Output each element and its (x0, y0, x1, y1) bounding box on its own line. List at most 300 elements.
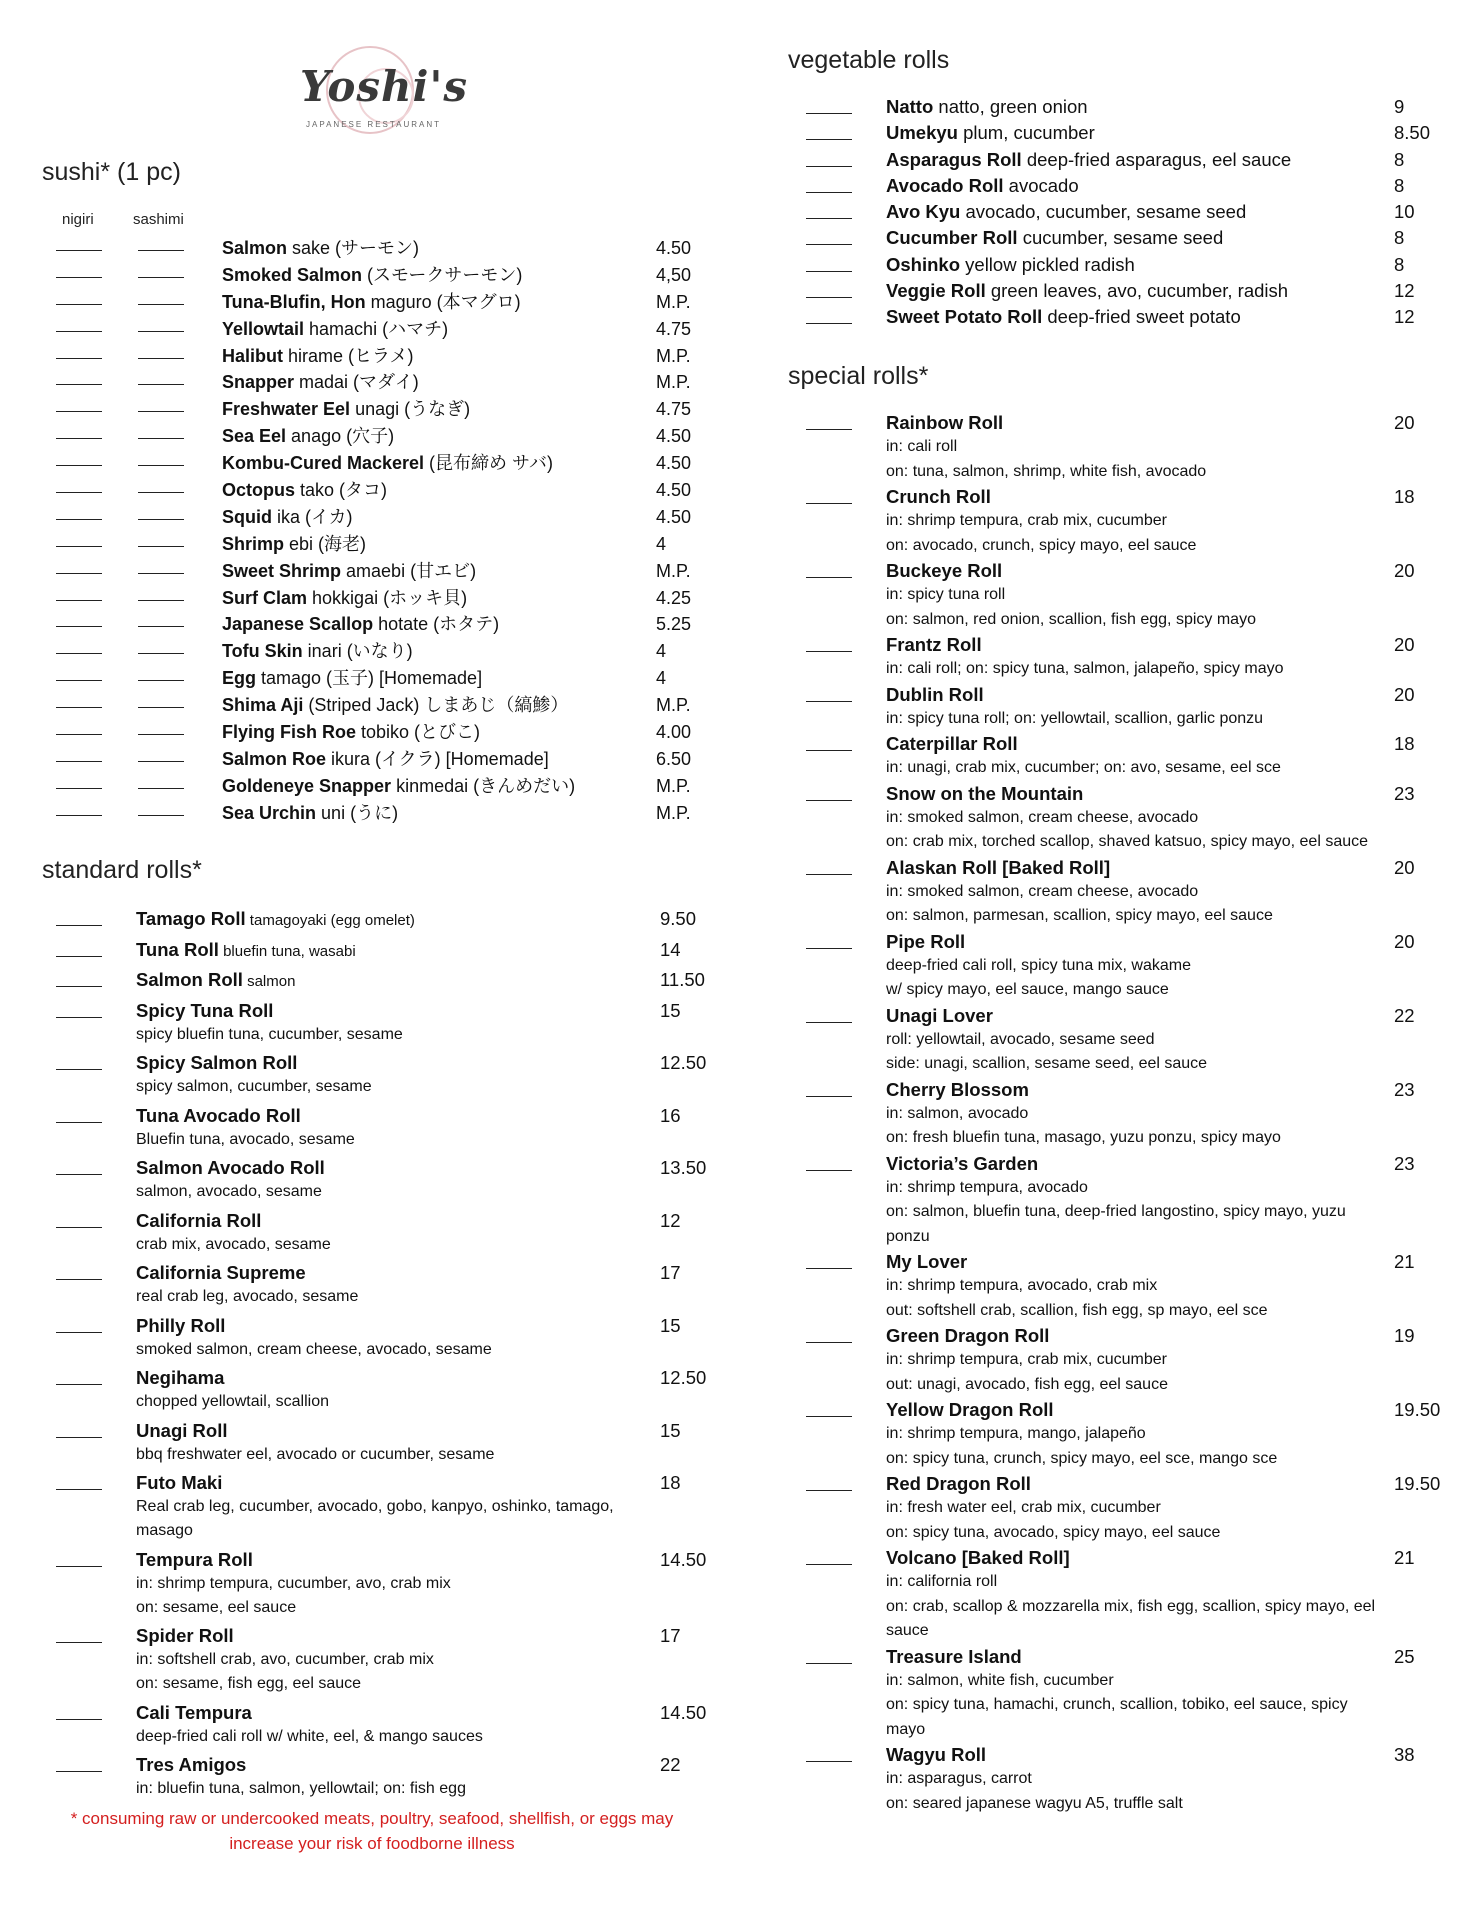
standard-roll-price: 18 (660, 1472, 681, 1493)
special-roll (806, 558, 1466, 632)
special-roll (806, 1323, 1466, 1397)
special-roll-header (886, 484, 1466, 509)
sushi-item (56, 611, 756, 638)
special-roll-name: Wagyu Roll (886, 1744, 987, 1765)
order-blank[interactable] (56, 1319, 102, 1333)
nigiri-order-blank[interactable] (56, 398, 102, 412)
vegetable-roll-name: Avocado Roll (886, 174, 1004, 196)
standard-roll (56, 998, 756, 1047)
vegetable-roll (806, 278, 1466, 303)
order-blank[interactable] (806, 861, 852, 875)
sushi-item (56, 262, 756, 289)
nigiri-order-blank[interactable] (56, 452, 102, 466)
special-roll-name: Snow on the Mountain (886, 782, 1084, 804)
vegetable-roll-price: 9 (1394, 96, 1405, 117)
standard-roll-price: 15 (660, 1314, 681, 1336)
order-blank[interactable] (806, 490, 852, 504)
standard-roll-price: 16 (660, 1104, 681, 1126)
vegetable-roll-name: Sweet Potato Roll (886, 306, 1043, 328)
special-roll-price: 38 (1394, 1744, 1415, 1765)
sushi-item-price: M.P. (656, 802, 691, 823)
vegetable-roll-header (886, 225, 1466, 250)
vegetable-roll-price: 12 (1394, 280, 1415, 302)
sushi-item (56, 450, 756, 477)
order-blank[interactable] (806, 231, 852, 245)
order-blank[interactable] (806, 310, 852, 324)
special-roll-header (886, 1249, 1466, 1274)
sushi-item-name: Egg (222, 668, 256, 689)
order-blank[interactable] (806, 1157, 852, 1171)
vegetable-roll-price: 12 (1394, 306, 1415, 328)
sashimi-order-blank[interactable] (138, 345, 184, 359)
vegetable-roll-price: 10 (1394, 201, 1415, 223)
order-blank[interactable] (806, 1650, 852, 1664)
standard-roll-name: Tamago Roll (136, 908, 246, 929)
standard-roll-name: Spicy Salmon Roll (136, 1052, 298, 1073)
sushi-item-price: 6.50 (656, 748, 692, 769)
special-roll-price: 21 (1394, 1251, 1415, 1272)
vegetable-roll-name: Natto (886, 96, 934, 117)
sashimi-order-blank[interactable] (138, 775, 184, 789)
sushi-item (56, 665, 756, 692)
vegetable-roll-note: green leaves, avo, cucumber, radish (985, 280, 1289, 302)
order-blank[interactable] (806, 1551, 852, 1565)
vegetable-roll-name: Asparagus Roll (886, 148, 1022, 170)
sushi-item-price: 4 (656, 533, 667, 554)
order-blank[interactable] (806, 1009, 852, 1023)
sushi-item-price: 4.00 (656, 722, 692, 743)
standard-roll (56, 1418, 756, 1467)
order-blank[interactable] (806, 1255, 852, 1269)
sashimi-order-blank[interactable] (138, 264, 184, 278)
standard-roll-description: real crab leg, avocado, sesame (136, 1288, 359, 1305)
special-roll-name: Volcano [Baked Roll] (886, 1547, 1070, 1568)
special-roll-name: Alaskan Roll [Baked Roll] (886, 856, 1111, 878)
vegetable-roll-note: natto, green onion (933, 96, 1088, 117)
special-roll-description: in: shrimp tempura, mango, jalapeño on: spicy tuna, crunch, spicy mayo, eel sce, mango sce (886, 1425, 1278, 1467)
order-blank[interactable] (806, 416, 852, 430)
sushi-item-price: M.P. (656, 775, 691, 796)
special-roll-header (886, 1151, 1466, 1176)
sushi-item-name: Surf Clam (222, 587, 308, 608)
nigiri-order-blank[interactable] (56, 560, 102, 574)
special-roll-header (886, 410, 1466, 435)
sushi-item-price: 4.25 (656, 587, 692, 608)
nigiri-order-blank[interactable] (56, 748, 102, 762)
special-roll-description: in: unagi, crab mix, cucumber; on: avo, sesame, eel sce (886, 759, 1281, 776)
special-roll-price: 18 (1394, 733, 1415, 754)
nigiri-order-blank[interactable] (56, 318, 102, 332)
special-roll-header (886, 1471, 1466, 1496)
sushi-item-desc: tobiko (とびこ) (356, 722, 481, 743)
sushi-item-text (222, 800, 398, 826)
standard-roll (56, 1050, 756, 1099)
logo-name: Yoshi's (300, 62, 468, 111)
standard-roll-name: Futo Maki (136, 1472, 223, 1493)
sushi-item-desc: hotate (ホタテ) (373, 614, 500, 635)
standard-roll-name: Tuna Roll (136, 938, 219, 960)
foodborne-illness-notice: * consuming raw or undercooked meats, poultry, seafood, shellfish, or eggs may increase your risk of foodborne illness (70, 1809, 674, 1853)
sushi-item-price: 4,50 (656, 264, 692, 285)
sashimi-order-blank[interactable] (138, 479, 184, 493)
sushi-item-name: Shrimp (222, 533, 285, 554)
special-rolls-list (806, 410, 1466, 1816)
special-roll (806, 1151, 1466, 1250)
order-blank[interactable] (806, 1403, 852, 1417)
special-roll-price: 23 (1394, 782, 1415, 804)
nigiri-order-blank[interactable] (56, 694, 102, 708)
standard-roll-description: spicy salmon, cucumber, sesame (136, 1078, 372, 1095)
special-roll (806, 1077, 1466, 1151)
standard-roll-note: tamagoyaki (egg omelet) (245, 912, 415, 929)
special-roll (806, 1397, 1466, 1471)
sushi-list (56, 235, 756, 827)
standard-roll-price: 13.50 (660, 1157, 707, 1178)
special-roll-price: 23 (1394, 1078, 1415, 1100)
standard-roll-price: 9.50 (660, 908, 697, 929)
order-blank[interactable] (806, 1329, 852, 1343)
special-roll-header (886, 1545, 1466, 1570)
special-roll-description: in: smoked salmon, cream cheese, avocado on: salmon, parmesan, scallion, spicy mayo, eel sauce (886, 882, 1273, 924)
sushi-item-desc: ika (イカ) (272, 506, 353, 527)
sashimi-order-blank[interactable] (138, 425, 184, 439)
special-roll-price: 20 (1394, 560, 1415, 581)
nigiri-order-blank[interactable] (56, 640, 102, 654)
standard-roll (56, 1700, 756, 1749)
sushi-item-price: M.P. (656, 372, 691, 393)
restaurant-logo (288, 40, 468, 140)
standard-roll (56, 967, 756, 994)
standard-roll-name: Tempura Roll (136, 1548, 253, 1570)
standard-roll-description: smoked salmon, cream cheese, avocado, sesame (136, 1340, 492, 1358)
sushi-item-name: Flying Fish Roe (222, 722, 357, 743)
standard-roll-name: Salmon Roll (136, 969, 243, 990)
sushi-item-desc: hokkigai (ホッキ貝) (307, 587, 468, 608)
sashimi-column-header: sashimi (133, 211, 184, 228)
order-blank[interactable] (56, 1161, 102, 1175)
special-roll-name: Caterpillar Roll (886, 733, 1018, 754)
vegetable-roll-header (886, 173, 1466, 198)
sushi-item (56, 343, 756, 370)
special-roll-name: Buckeye Roll (886, 560, 1003, 581)
standard-roll-description: in: softshell crab, avo, cucumber, crab mix on: sesame, fish egg, eel sauce (136, 1651, 434, 1692)
sushi-item-price: 4.50 (656, 506, 692, 527)
sushi-item (56, 638, 756, 665)
order-blank[interactable] (806, 205, 852, 219)
sashimi-order-blank[interactable] (138, 721, 184, 735)
order-blank[interactable] (56, 1266, 102, 1280)
standard-roll (56, 1208, 756, 1257)
sushi-item-name: Salmon (222, 238, 288, 258)
sushi-item-name: Freshwater Eel (222, 399, 351, 420)
nigiri-order-blank[interactable] (56, 667, 102, 681)
sushi-item-text (222, 746, 549, 772)
order-blank[interactable] (56, 1109, 102, 1123)
nigiri-order-blank[interactable] (56, 506, 102, 520)
nigiri-order-blank[interactable] (56, 775, 102, 789)
special-roll-price: 20 (1394, 930, 1415, 952)
order-blank[interactable] (806, 284, 852, 298)
standard-roll-price: 12.50 (660, 1052, 707, 1073)
vegetable-roll-note: yellow pickled radish (960, 253, 1135, 275)
sushi-item-text (222, 504, 352, 530)
sashimi-order-blank[interactable] (138, 452, 184, 466)
vegetable-roll-name: Cucumber Roll (886, 227, 1018, 249)
standard-roll-name: Philly Roll (136, 1314, 226, 1336)
order-blank[interactable] (56, 1214, 102, 1228)
sushi-item-text (222, 316, 448, 342)
special-roll-description: in: spicy tuna roll; on: yellowtail, scallion, garlic ponzu (886, 709, 1264, 727)
sushi-item-desc: ikura (イクラ) [Homemade] (326, 748, 549, 769)
sushi-item-text (222, 611, 499, 637)
order-blank[interactable] (806, 1477, 852, 1491)
special-roll-name: Green Dragon Roll (886, 1325, 1050, 1346)
order-blank[interactable] (806, 787, 852, 801)
sashimi-order-blank[interactable] (138, 318, 184, 332)
special-roll-name: Unagi Lover (886, 1004, 993, 1026)
sushi-item-price: 5.25 (656, 614, 692, 635)
vegetable-roll (806, 225, 1466, 250)
order-blank[interactable] (56, 1004, 102, 1018)
order-blank[interactable] (806, 1748, 852, 1762)
special-roll (806, 929, 1466, 1003)
sushi-item-price: 4.75 (656, 399, 692, 420)
special-roll (806, 855, 1466, 929)
vegetable-roll-header (886, 278, 1466, 303)
sashimi-order-blank[interactable] (138, 748, 184, 762)
standard-roll-price: 17 (660, 1625, 681, 1646)
order-blank[interactable] (56, 1706, 102, 1720)
order-blank[interactable] (806, 688, 852, 702)
sushi-item-desc: (スモークサーモン) (362, 264, 523, 285)
sushi-item (56, 773, 756, 800)
sushi-item (56, 369, 756, 396)
order-blank[interactable] (56, 1629, 102, 1643)
nigiri-order-blank[interactable] (56, 371, 102, 385)
standard-roll (56, 1103, 756, 1152)
special-roll-description: in: asparagus, carrot on: seared japanese wagyu A5, truffle salt (886, 1770, 1183, 1812)
vegetable-roll-price: 8.50 (1394, 122, 1431, 144)
special-roll-description: in: spicy tuna roll on: salmon, red onion, scallion, fish egg, spicy mayo (886, 586, 1256, 628)
sushi-item-name: Kombu-Cured Mackerel (222, 453, 425, 474)
sushi-item (56, 746, 756, 773)
nigiri-order-blank[interactable] (56, 479, 102, 493)
special-roll-price: 25 (1394, 1645, 1415, 1667)
order-blank[interactable] (56, 1371, 102, 1385)
standard-roll-description: Bluefin tuna, avocado, sesame (136, 1130, 355, 1148)
sashimi-order-blank[interactable] (138, 398, 184, 412)
sushi-item-name: Halibut (222, 345, 283, 366)
special-roll-name: Red Dragon Roll (886, 1473, 1031, 1494)
order-blank[interactable] (806, 935, 852, 949)
standard-roll-description: salmon, avocado, sesame (136, 1183, 322, 1200)
sashimi-order-blank[interactable] (138, 560, 184, 574)
nigiri-order-blank[interactable] (56, 345, 102, 359)
nigiri-order-blank[interactable] (56, 264, 102, 278)
order-blank[interactable] (806, 153, 852, 167)
special-roll-price: 19.50 (1394, 1399, 1441, 1420)
order-blank[interactable] (56, 1553, 102, 1567)
special-roll-header (886, 929, 1466, 954)
sushi-item-desc: ebi (海老) (284, 533, 367, 554)
special-roll-price: 20 (1394, 683, 1415, 705)
sushi-item-name: Octopus (222, 480, 296, 501)
order-blank[interactable] (806, 1083, 852, 1097)
sushi-item-name: Snapper (222, 372, 295, 393)
vegetable-roll-price: 8 (1394, 174, 1405, 196)
vegetable-rolls-section-title: vegetable rolls (788, 46, 950, 74)
vegetable-roll-note: avocado (1003, 174, 1079, 196)
sushi-item-price: 4.50 (656, 426, 692, 447)
special-roll (806, 632, 1466, 682)
special-roll (806, 1545, 1466, 1644)
sushi-item-desc: (昆布締め サバ) (424, 453, 553, 474)
vegetable-roll-header (886, 199, 1466, 224)
sushi-item-text (222, 585, 467, 611)
sushi-item (56, 316, 756, 343)
sushi-item-name: Shima Aji (222, 695, 304, 716)
sashimi-order-blank[interactable] (138, 371, 184, 385)
sashimi-order-blank[interactable] (138, 533, 184, 547)
standard-roll (56, 1260, 756, 1309)
sushi-item-price: M.P. (656, 560, 691, 581)
special-roll-price: 23 (1394, 1152, 1415, 1174)
sushi-item-text (222, 450, 553, 476)
sashimi-order-blank[interactable] (138, 506, 184, 520)
vegetable-roll (806, 147, 1466, 172)
standard-roll-description: deep-fried cali roll w/ white, eel, & mango sauces (136, 1727, 483, 1745)
special-roll-price: 19.50 (1394, 1473, 1441, 1494)
nigiri-order-blank[interactable] (56, 425, 102, 439)
vegetable-roll (806, 120, 1466, 145)
sushi-item-name: Goldeneye Snapper (222, 775, 392, 796)
sushi-item-text (222, 638, 413, 664)
vegetable-roll-name: Umekyu (886, 122, 958, 144)
sashimi-order-blank[interactable] (138, 640, 184, 654)
sushi-item-desc: tamago (玉子) [Homemade] (256, 668, 483, 689)
sushi-item-desc: kinmedai (きんめだい) (391, 775, 576, 796)
special-roll-name: Treasure Island (886, 1645, 1022, 1667)
special-rolls-section-title: special rolls* (788, 362, 929, 390)
sushi-item-desc: maguro (本マグロ) (365, 291, 521, 312)
order-blank[interactable] (806, 179, 852, 193)
sashimi-order-blank[interactable] (138, 613, 184, 627)
special-roll-description: in: salmon, white fish, cucumber on: spicy tuna, hamachi, crunch, scallion, tobiko, eel sauce, spicy mayo (886, 1671, 1348, 1738)
sushi-item-name: Tuna-Blufin, Hon (222, 291, 366, 312)
sashimi-order-blank[interactable] (138, 802, 184, 816)
standard-roll (56, 906, 756, 933)
standard-roll-price: 14.50 (660, 1548, 707, 1570)
standard-roll (56, 1155, 756, 1204)
standard-roll-price: 11.50 (660, 969, 705, 990)
order-blank[interactable] (56, 1424, 102, 1438)
order-blank[interactable] (806, 258, 852, 272)
standard-roll-name: Spider Roll (136, 1625, 234, 1646)
sushi-item-desc: hirame (ヒラメ) (283, 345, 414, 366)
sashimi-order-blank[interactable] (138, 291, 184, 305)
standard-roll (56, 1470, 756, 1543)
order-blank[interactable] (806, 638, 852, 652)
special-roll-header (886, 1323, 1466, 1348)
order-blank[interactable] (56, 1476, 102, 1490)
standard-roll-description: in: shrimp tempura, cucumber, avo, crab mix on: sesame, eel sauce (136, 1574, 451, 1616)
nigiri-order-blank[interactable] (56, 613, 102, 627)
sushi-item (56, 396, 756, 423)
nigiri-order-blank[interactable] (56, 291, 102, 305)
sushi-item-desc: anago (穴子) (286, 426, 395, 447)
vegetable-roll-note: deep-fried asparagus, eel sauce (1021, 148, 1292, 170)
special-roll (806, 410, 1466, 484)
standard-roll-price: 12 (660, 1209, 681, 1231)
standard-roll-name: Tres Amigos (136, 1754, 247, 1775)
standard-roll (56, 1365, 756, 1414)
nigiri-order-blank[interactable] (56, 533, 102, 547)
special-roll (806, 1249, 1466, 1323)
order-blank[interactable] (806, 737, 852, 751)
sushi-item-text (222, 262, 522, 288)
sashimi-order-blank[interactable] (138, 237, 184, 251)
special-roll-description: in: shrimp tempura, crab mix, cucumber on: avocado, crunch, spicy mayo, eel sauce (886, 512, 1197, 554)
vegetable-roll-header (886, 120, 1466, 145)
order-blank[interactable] (806, 100, 852, 114)
special-roll-description: in: california roll on: crab, scallop & mozzarella mix, fish egg, scallion, spicy mayo, eel sauce (886, 1573, 1376, 1639)
sushi-item-name: Japanese Scallop (222, 614, 374, 635)
order-blank[interactable] (56, 973, 102, 987)
vegetable-roll-note: deep-fried sweet potato (1042, 306, 1241, 328)
nigiri-order-blank[interactable] (56, 237, 102, 251)
vegetable-roll-header (886, 304, 1466, 329)
special-roll-name: Dublin Roll (886, 683, 984, 705)
special-roll-description: in: smoked salmon, cream cheese, avocado on: crab mix, torched scallop, shaved katsuo, spicy mayo, eel sauce (886, 808, 1369, 850)
special-roll-description: in: shrimp tempura, crab mix, cucumber out: unagi, avocado, fish egg, eel sauce (886, 1351, 1168, 1393)
sushi-item-name: Salmon Roe (222, 748, 327, 769)
sashimi-order-blank[interactable] (138, 694, 184, 708)
special-roll-header (886, 1003, 1466, 1028)
sashimi-order-blank[interactable] (138, 667, 184, 681)
standard-roll-name: California Roll (136, 1209, 262, 1231)
order-blank[interactable] (56, 1056, 102, 1070)
sushi-item (56, 692, 756, 719)
sushi-item-price: 4.50 (656, 453, 692, 474)
vegetable-roll-price: 8 (1394, 227, 1405, 249)
special-roll-header (886, 632, 1466, 657)
standard-rolls-section-title: standard rolls* (42, 856, 202, 884)
standard-roll-description: Real crab leg, cucumber, avocado, gobo, kanpyo, oshinko, tamago, masago (136, 1498, 614, 1539)
order-blank[interactable] (806, 126, 852, 140)
sushi-item (56, 423, 756, 450)
nigiri-order-blank[interactable] (56, 802, 102, 816)
vegetable-roll (806, 199, 1466, 224)
sushi-section-title: sushi* (1 pc) (42, 158, 181, 186)
vegetable-roll-price: 8 (1394, 253, 1405, 275)
order-blank[interactable] (56, 1758, 102, 1772)
order-blank[interactable] (806, 564, 852, 578)
sushi-item-desc: hamachi (ハマチ) (304, 318, 449, 339)
vegetable-roll (806, 252, 1466, 277)
special-roll-description: in: fresh water eel, crab mix, cucumber on: spicy tuna, avocado, spicy mayo, eel sauce (886, 1499, 1221, 1541)
sushi-item-price: M.P. (656, 345, 691, 366)
sushi-item (56, 558, 756, 585)
nigiri-order-blank[interactable] (56, 721, 102, 735)
nigiri-order-blank[interactable] (56, 587, 102, 601)
sashimi-order-blank[interactable] (138, 587, 184, 601)
order-blank[interactable] (56, 943, 102, 957)
standard-roll (56, 1623, 756, 1696)
order-blank[interactable] (56, 912, 102, 926)
sushi-item (56, 477, 756, 504)
nigiri-column-header: nigiri (62, 211, 94, 228)
sushi-item-text (222, 343, 413, 369)
